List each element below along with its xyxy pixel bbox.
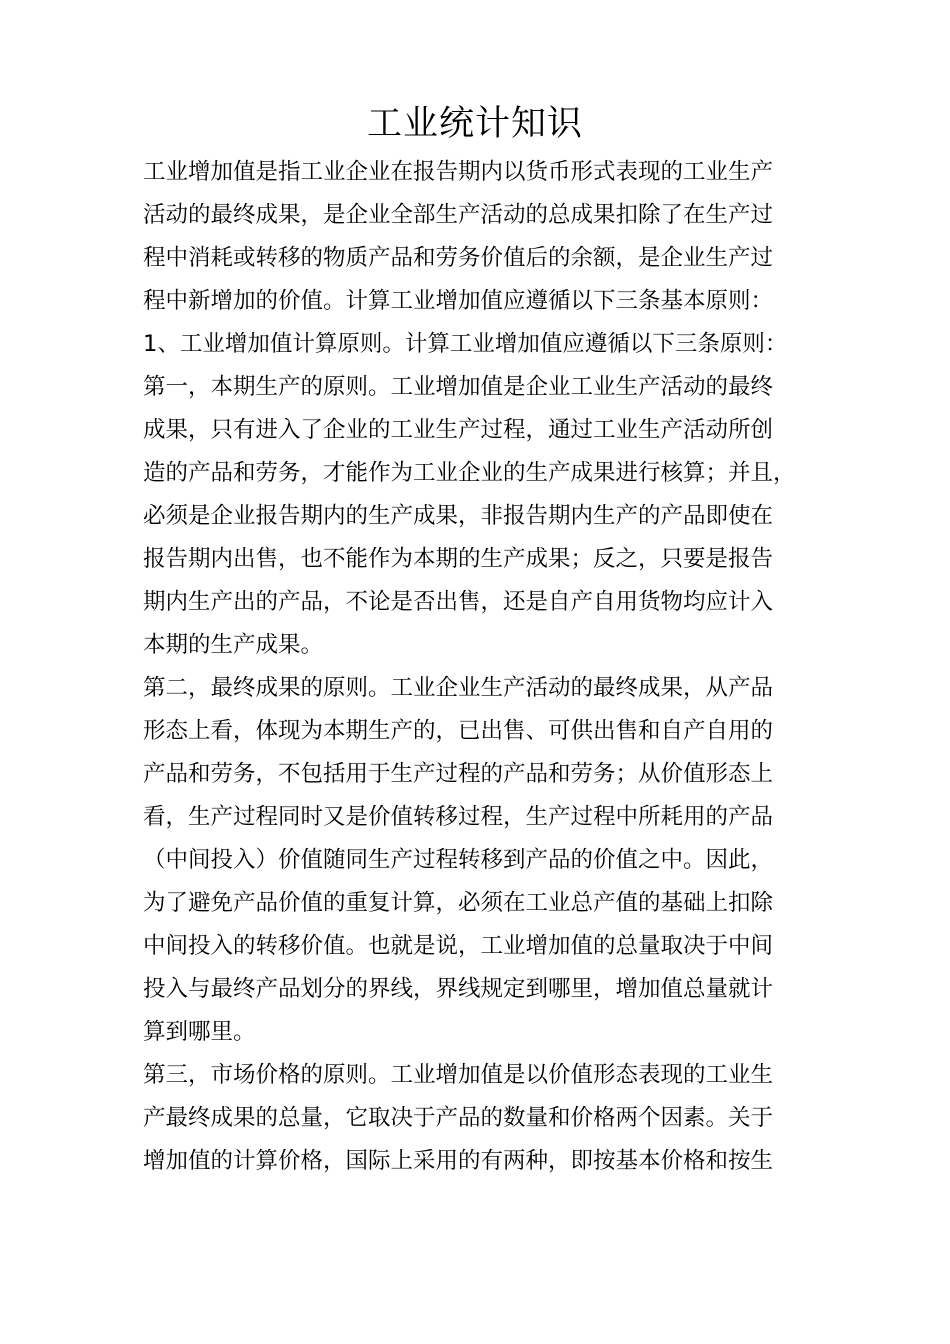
text-line: 增加值的计算价格，国际上采用的有两种，即按基本价格和按生 <box>143 1148 774 1174</box>
paragraph-principle-two <box>143 667 863 1054</box>
text-line: 1、工业增加值计算原则。计算工业增加值应遵循以下三条原则： <box>143 331 788 357</box>
text-line: 产最终成果的总量，它取决于产品的数量和价格两个因素。关于 <box>143 1105 774 1131</box>
text-line: 看，生产过程同时又是价值转移过程，生产过程中所耗用的产品 <box>143 804 774 830</box>
document-title: 工业统计知识 <box>366 104 583 144</box>
text-line: 算到哪里。 <box>143 1019 256 1045</box>
text-line: 必须是企业报告期内的生产成果，非报告期内生产的产品即使在 <box>143 503 774 529</box>
text-line: （中间投入）价值随同生产过程转移到产品的价值之中。因此， <box>143 847 774 873</box>
paragraph-principle-one <box>143 366 863 667</box>
text-line: 本期的生产成果。 <box>143 632 324 658</box>
paragraph-principle-three <box>143 1054 863 1183</box>
text-line: 工业增加值是指工业企业在报告期内以货币形式表现的工业生产 <box>143 159 774 185</box>
text-line: 造的产品和劳务，才能作为工业企业的生产成果进行核算；并且， <box>143 460 796 486</box>
document-body <box>143 151 863 1183</box>
text-line: 形态上看，体现为本期生产的，已出售、可供出售和自产自用的 <box>143 718 774 744</box>
text-line: 中间投入的转移价值。也就是说，工业增加值的总量取决于中间 <box>143 933 774 959</box>
text-line: 程中新增加的价值。计算工业增加值应遵循以下三条基本原则： <box>143 288 774 314</box>
text-line: 程中消耗或转移的物质产品和劳务价值后的余额，是企业生产过 <box>143 245 774 271</box>
text-line: 产品和劳务，不包括用于生产过程的产品和劳务；从价值形态上 <box>143 761 774 787</box>
text-line: 期内生产出的产品，不论是否出售，还是自产自用货物均应计入 <box>143 589 774 615</box>
text-line: 活动的最终成果，是企业全部生产活动的总成果扣除了在生产过 <box>143 202 774 228</box>
text-line: 为了避免产品价值的重复计算，必须在工业总产值的基础上扣除 <box>143 890 774 916</box>
paragraph-principles-intro <box>143 323 863 366</box>
paragraph-definition <box>143 151 863 323</box>
text-line: 成果，只有进入了企业的工业生产过程，通过工业生产活动所创 <box>143 417 774 443</box>
text-line: 报告期内出售，也不能作为本期的生产成果；反之，只要是报告 <box>143 546 774 572</box>
text-line: 第三，市场价格的原则。工业增加值是以价值形态表现的工业生 <box>143 1062 774 1088</box>
text-line: 投入与最终产品划分的界线，界线规定到哪里，增加值总量就计 <box>143 976 774 1002</box>
text-line: 第二，最终成果的原则。工业企业生产活动的最终成果，从产品 <box>143 675 774 701</box>
text-line: 第一，本期生产的原则。工业增加值是企业工业生产活动的最终 <box>143 374 774 400</box>
